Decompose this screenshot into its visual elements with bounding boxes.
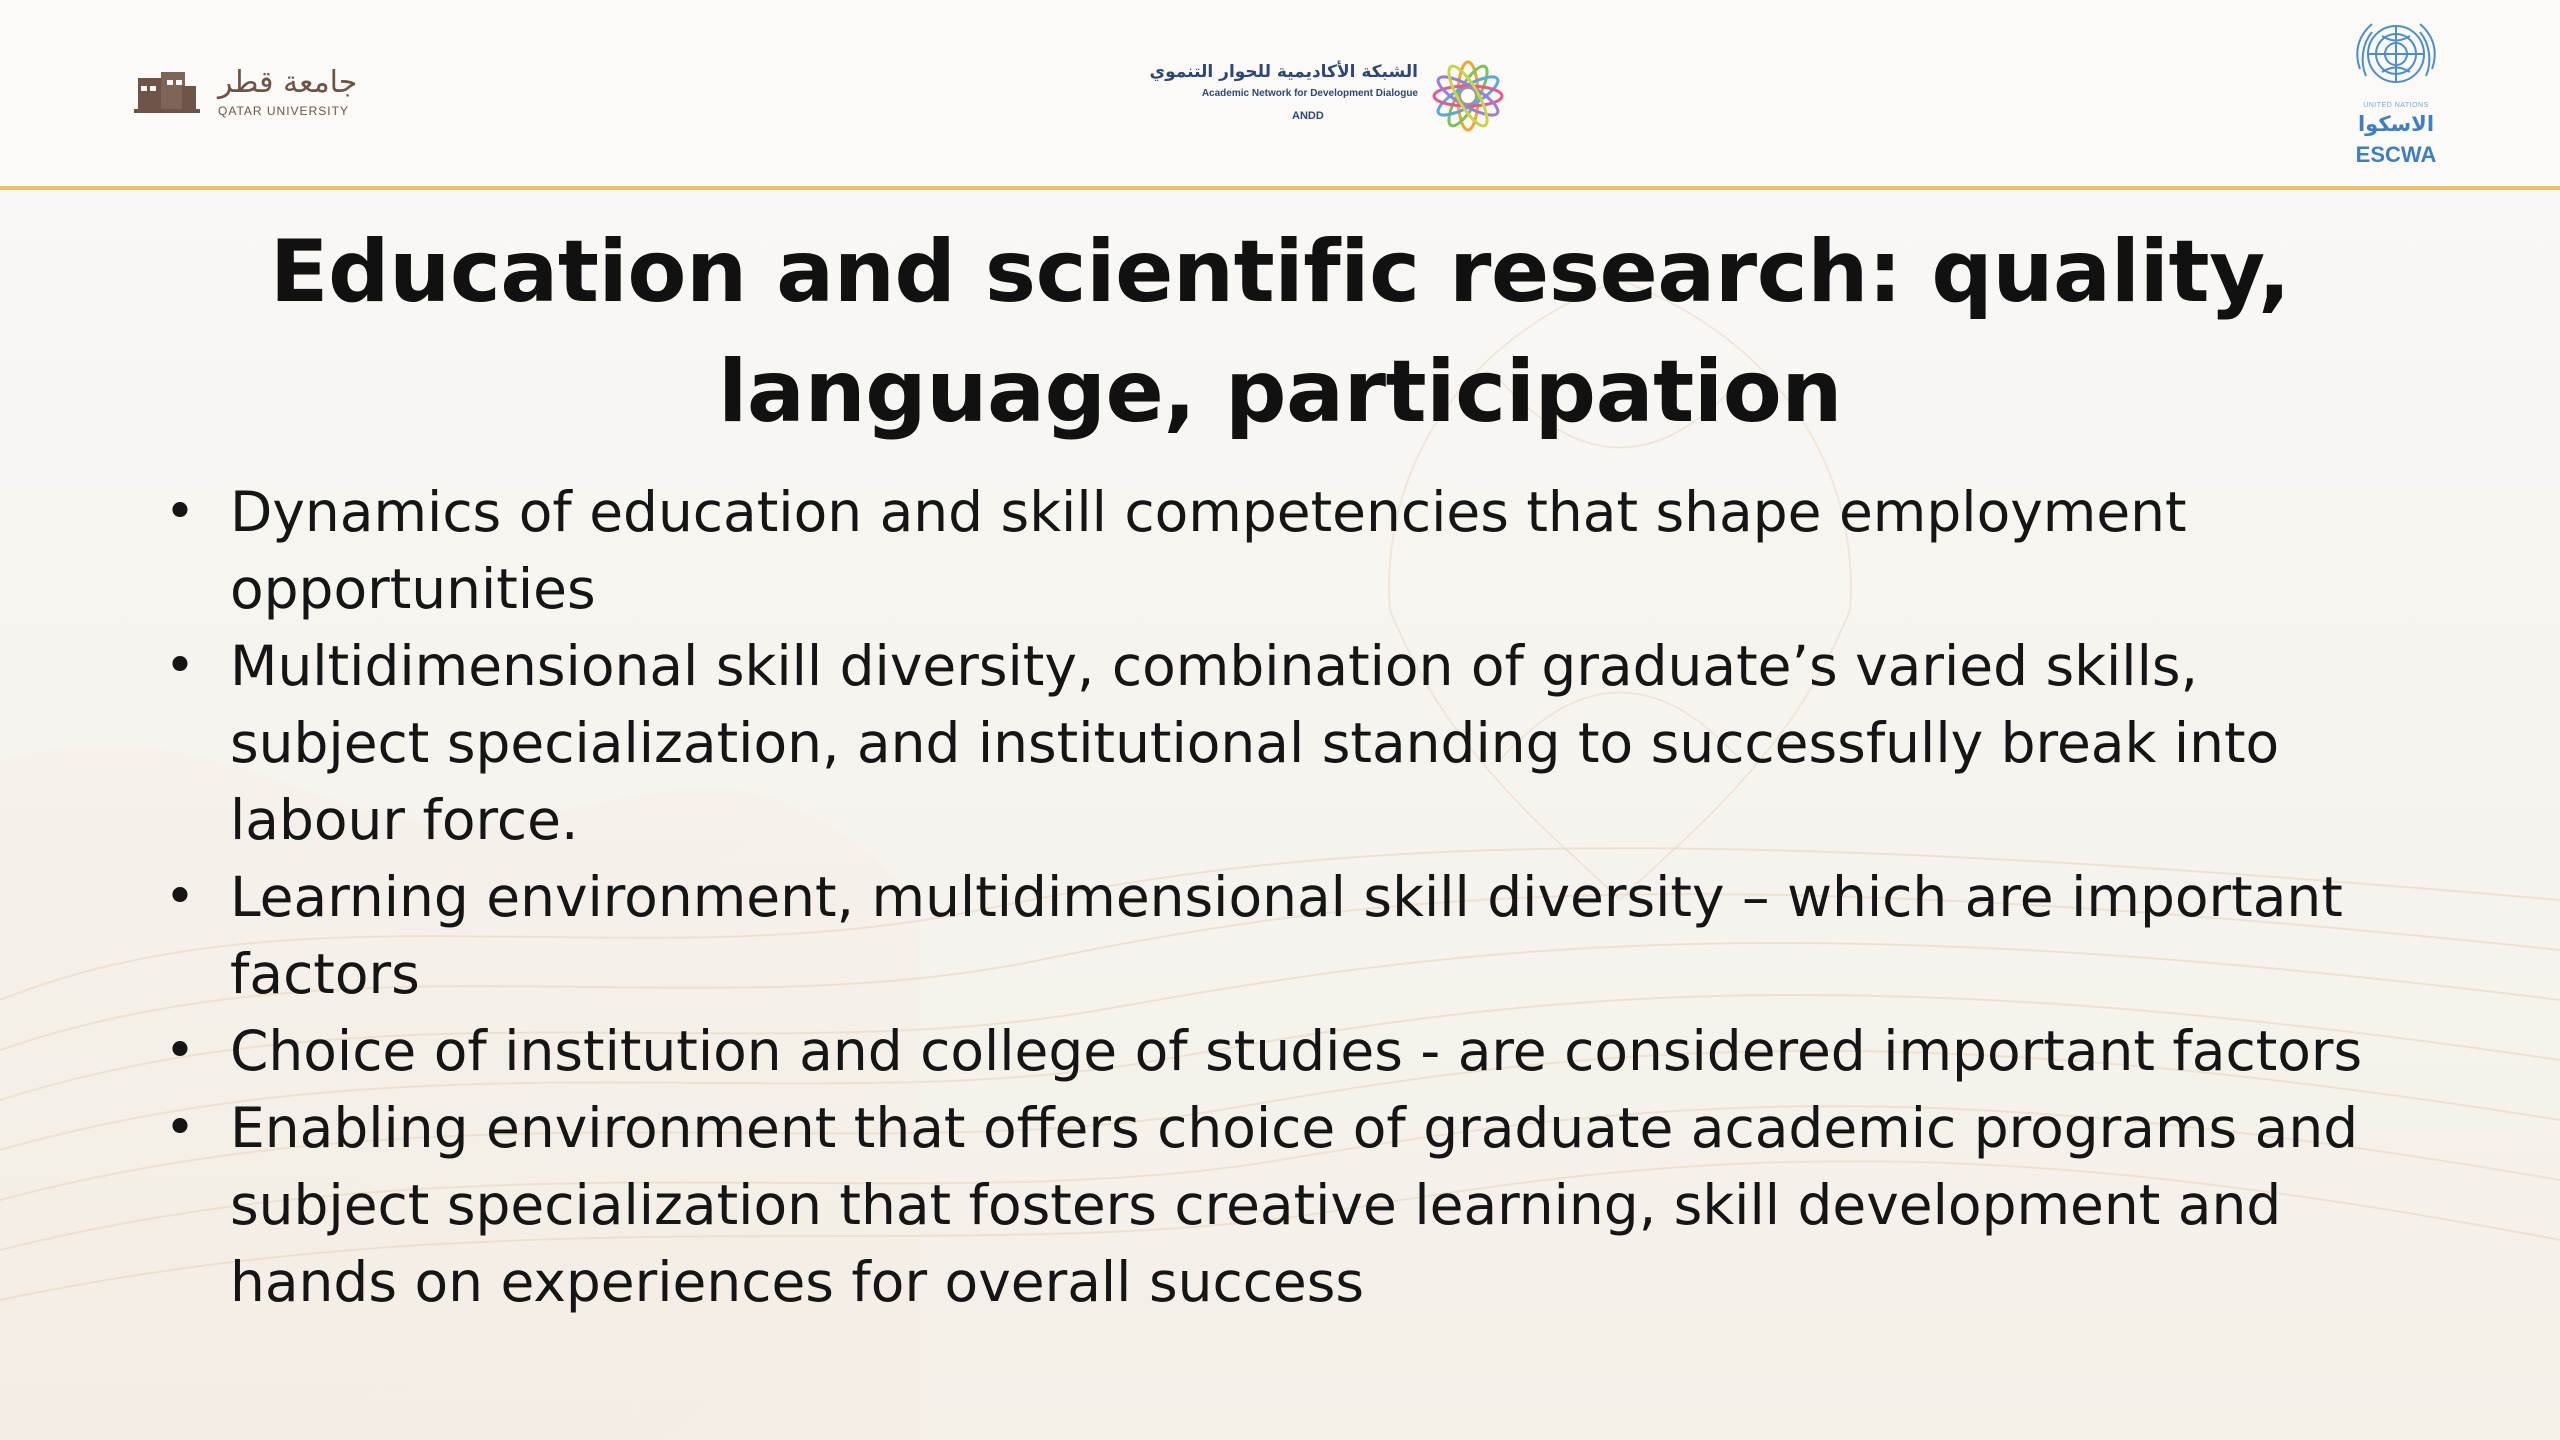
qatar-university-logo [134, 66, 364, 126]
bullet-text: Multidimensional skill diversity, combination of graduate’s varied skills, subject specialization, and institutional standing to successfully break into labour force. [230, 634, 2280, 852]
bullet-dot: • [164, 1021, 196, 1081]
united-nations-label: UNITED NATIONS [2363, 102, 2429, 109]
slide-header [0, 0, 2560, 186]
un-emblem-icon [2348, 14, 2444, 98]
andd-arabic-name: الشبكة الأكاديمية للحوار التنموي [1149, 62, 1418, 82]
bullet-text: Choice of institution and college of studies - are considered important factors [230, 1019, 2363, 1083]
bullet-list [150, 474, 2390, 1321]
qatar-university-english-name: QATAR UNIVERSITY [218, 104, 349, 118]
escwa-english-name: ESCWA [2355, 142, 2437, 167]
slide-title-line-1: Education and scientific research: quality, [269, 222, 2291, 322]
bullet-item [150, 1013, 2390, 1090]
slide-title [180, 212, 2380, 452]
header-divider [0, 186, 2560, 190]
bullet-dot: • [164, 1098, 196, 1158]
bullet-text: Enabling environment that offers choice of graduate academic programs and subject specialization that fosters creative learning, skill development and hands on experiences for overall success [230, 1096, 2359, 1314]
bullet-dot: • [164, 636, 196, 696]
qatar-university-arabic-name: جامعة قطر [218, 65, 358, 100]
escwa-logo [2340, 14, 2452, 176]
slide-title-line-2: language, participation [717, 342, 1843, 442]
bullet-item [150, 628, 2390, 859]
qatar-university-mark-icon [134, 68, 204, 118]
bullet-text: Dynamics of education and skill competencies that shape employment opportunities [230, 480, 2187, 621]
bullet-text: Learning environment, multidimensional skill diversity – which are important factors [230, 865, 2343, 1006]
andd-flower-icon [1424, 52, 1512, 140]
andd-abbreviation: ANDD [1292, 110, 1324, 122]
bullet-item [150, 1090, 2390, 1321]
bullet-item [150, 474, 2390, 628]
bullet-item [150, 859, 2390, 1013]
andd-english-name: Academic Network for Development Dialogue [1201, 88, 1418, 99]
escwa-arabic-name: الاسكوا [2357, 112, 2435, 136]
bullet-dot: • [164, 482, 196, 542]
andd-logo [1149, 52, 1516, 142]
bullet-dot: • [164, 867, 196, 927]
